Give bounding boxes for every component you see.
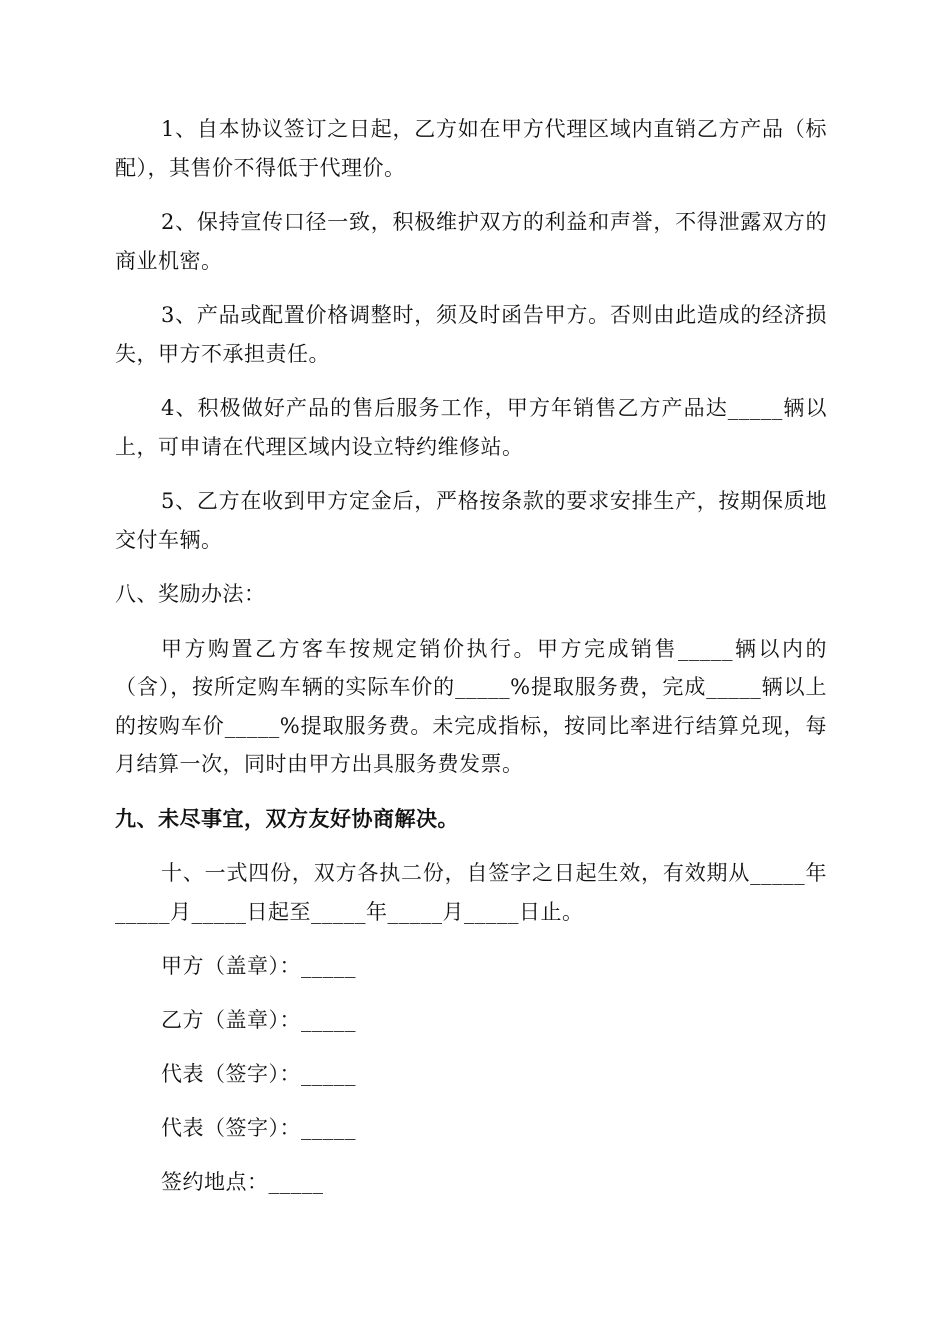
representative-signature-line-2: 代表（签字）：_____ — [161, 1116, 356, 1140]
clause-1: 1、自本协议签订之日起，乙方如在甲方代理区域内直销乙方产品（标配），其售价不得低于代理价。 — [115, 117, 827, 180]
section-eight-heading: 八、奖励办法： — [115, 582, 266, 606]
clause-3: 3、产品或配置价格调整时，须及时函告甲方。否则由此造成的经济损失，甲方不承担责任。 — [115, 303, 827, 366]
section-eight-body: 甲方购置乙方客车按规定销价执行。甲方完成销售_____辆以内的（含），按所定购车辆的实际车价的_____%提取服务费，完成_____辆以上的按购车价_____%提取服务费。未完成指标，按同比率进行结算兑现，每月结算一次，同时由甲方出具服务费发票。 — [115, 636, 827, 776]
party-b-seal-line: 乙方（盖章）：_____ — [161, 1008, 356, 1032]
representative-signature-line-1: 代表（签字）：_____ — [161, 1062, 356, 1086]
clause-2: 2、保持宣传口径一致，积极维护双方的利益和声誉，不得泄露双方的商业机密。 — [115, 210, 827, 273]
clause-4: 4、积极做好产品的售后服务工作，甲方年销售乙方产品达_____辆以上，可申请在代理区域内设立特约维修站。 — [115, 396, 827, 459]
clause-5: 5、乙方在收到甲方定金后，严格按条款的要求安排生产，按期保质地交付车辆。 — [115, 489, 827, 552]
party-a-seal-line: 甲方（盖章）：_____ — [161, 954, 356, 978]
section-nine-heading: 九、未尽事宜，双方友好协商解决。 — [115, 805, 459, 831]
section-ten-body: 十、一式四份，双方各执二份，自签字之日起生效，有效期从_____年_____月_____日起至_____年_____月_____日止。 — [115, 861, 827, 924]
signing-place-line: 签约地点：_____ — [161, 1170, 324, 1194]
document-page — [115, 110, 827, 1201]
